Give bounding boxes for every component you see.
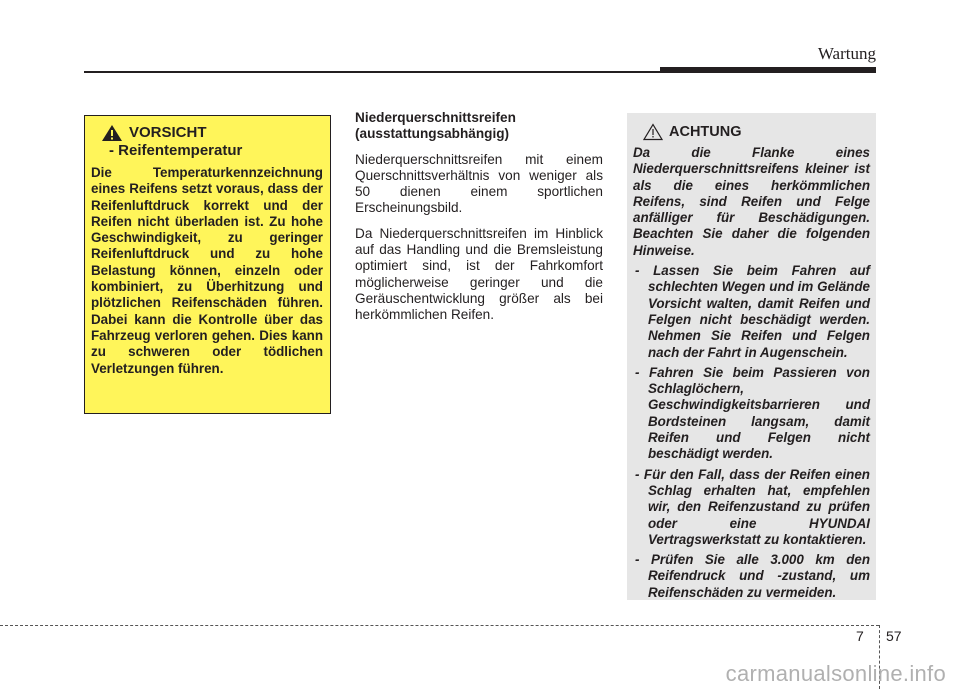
achtung-item: - Prüfen Sie alle 3.000 km den Reifendruck und -zustand, um Reifenschäden zu vermeiden. [635, 552, 870, 600]
achtung-item: - Fahren Sie beim Passieren von Schlaglöchern, Geschwindigkeitsbarrieren und Bordsteinen langsam, damit Reifen und Felgen nicht beschädigt werden. [635, 364, 870, 462]
achtung-header [643, 123, 870, 141]
caution-header [101, 124, 323, 142]
chapter-number: 7 [856, 628, 864, 644]
header-rule-thick [660, 67, 876, 73]
caution-title: VORSICHT [129, 124, 207, 141]
caution-box [84, 115, 331, 414]
achtung-intro: Da die Flanke eines Niederquerschnittsreifens kleiner ist als die eines herkömmlichen Reifens, sind Reifen und Felge anfälliger für Beschädigungen. Beachten Sie daher die folgenden Hinweise. [633, 145, 870, 258]
warning-outline-icon [643, 123, 663, 141]
paragraph-2: Da Niederquerschnittsreifen im Hinblick auf das Handling und die Bremsleistung optimiert sind, ist der Fahrkomfort möglicherweise geringer und die Geräuschentwicklung größer als bei herkömmlichen Reifen. [355, 225, 603, 323]
warning-triangle-icon [101, 124, 123, 142]
paragraph-1: Niederquerschnittsreifen mit einem Querschnittsverhältnis von weniger als 50 dienen einem sportlichen Erscheinungsbild. [355, 151, 603, 216]
page-number: 57 [886, 628, 902, 644]
footer-rule [0, 625, 879, 626]
achtung-title: ACHTUNG [669, 124, 742, 140]
caution-body: Die Temperaturkennzeichnung eines Reifens setzt voraus, dass der Reifenluftdruck korrekt und der Reifen nicht überladen ist. Zu hohe Geschwindigkeit, zu geringer Reifenluftdruck und zu hohe Belastung können, einzeln oder kombiniert, zu Überhitzung und plötzlichen Reifenschäden führen. Dabei kann die Kontrolle über das Fahrzeug verloren gehen. Dies kann zu schweren oder tödlichen Verletzungen führen. [91, 165, 323, 376]
section-title: Wartung [817, 44, 876, 63]
header-rule [84, 71, 660, 73]
achtung-item: - Für den Fall, dass der Reifen einen Schlag erhalten hat, empfehlen wir, den Reifenzustand zu prüfen oder eine HYUNDAI Vertragswerkstatt zu kontaktieren. [635, 466, 870, 547]
main-column [355, 110, 603, 333]
caution-subtitle: - Reifentemperatur [109, 142, 243, 159]
achtung-item: - Lassen Sie beim Fahren auf schlechten Wegen und im Gelände Vorsicht walten, damit Reifen und Felgen nicht beschädigt werden. Nehmen Sie Reifen und Felgen nach der Fahrt in Augenschein. [635, 263, 870, 360]
achtung-box [627, 113, 876, 600]
subheading: Niederquerschnittsreifen (ausstattungsabhängig) [355, 110, 516, 142]
watermark: carmanualsonline.info [725, 661, 946, 686]
